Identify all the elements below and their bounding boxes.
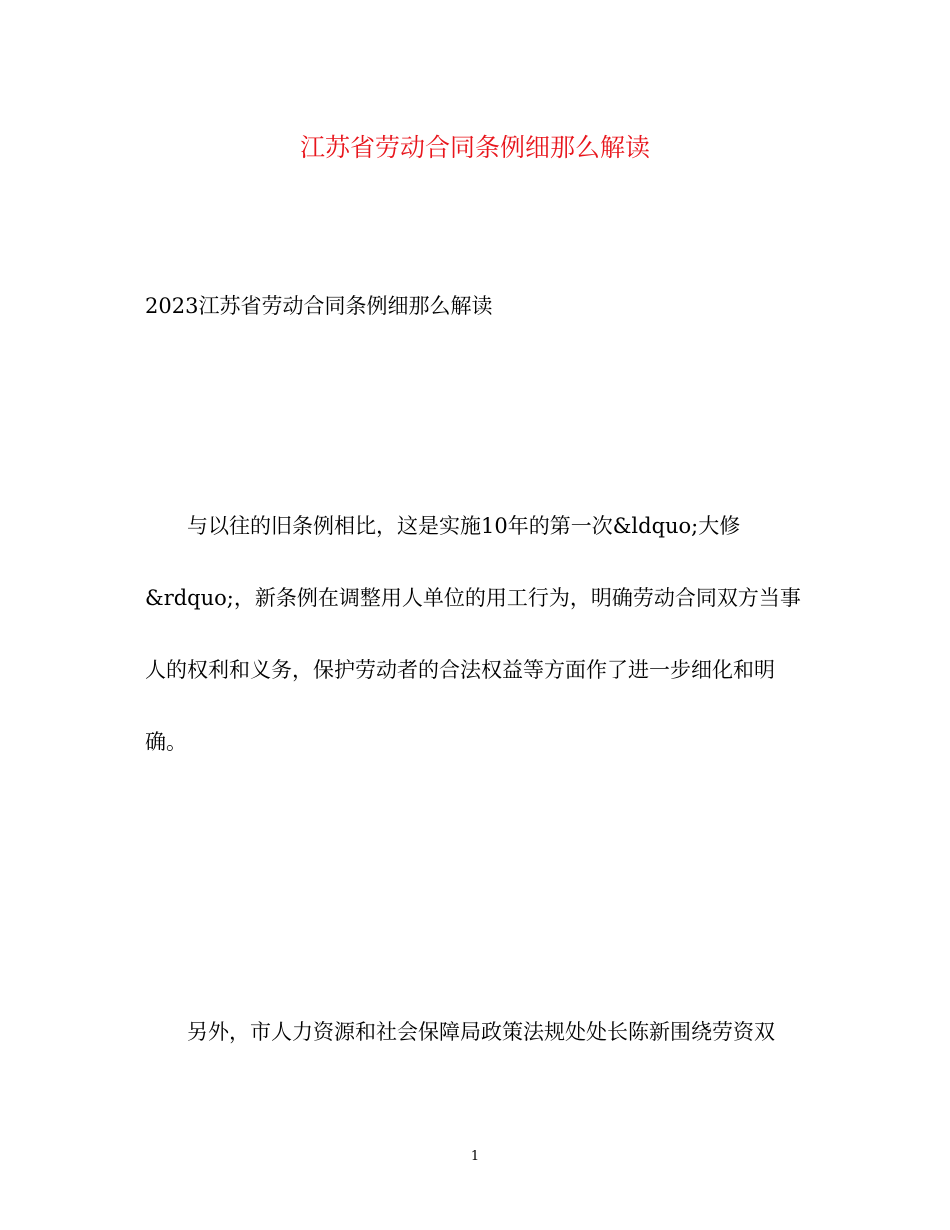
document-subtitle: 2023江苏省劳动合同条例细那么解读 [145,294,493,318]
paragraph-line: 另外，市人力资源和社会保障局政策法规处处长陈新围绕劳资双 [187,1020,775,1044]
paragraph-line: 确。 [145,730,187,754]
page-number: 1 [470,1149,480,1164]
paragraph-line: 人的权利和义务，保护劳动者的合法权益等方面作了进一步细化和明 [145,658,775,682]
paragraph-2 [145,1014,825,1050]
paragraph-line: &rdquo;，新条例在调整用人单位的用工行为，明确劳动合同双方当事 [145,586,801,610]
paragraph-1 [145,508,825,796]
document-title: 江苏省劳动合同条例细那么解读 [299,133,650,162]
paragraph-line: 与以往的旧条例相比，这是实施10年的第一次&ldquo;大修 [187,514,741,538]
